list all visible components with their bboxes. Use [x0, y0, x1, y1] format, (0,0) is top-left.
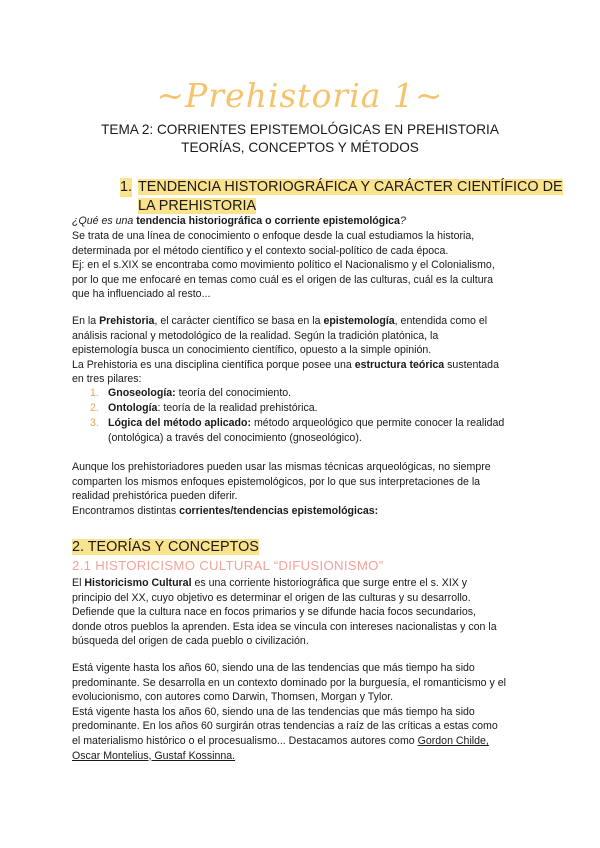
paragraph-line: búsqueda del origen de cada pueblo o civilización.: [72, 635, 309, 648]
paragraph-line: en tres pilares:: [72, 373, 142, 386]
bold-term: Prehistoria: [99, 315, 155, 327]
paragraph-approaches: [72, 460, 532, 518]
paragraph-line: determinada por el método científico y el contexto social-político de cada época.: [72, 244, 449, 257]
list-item: [90, 401, 530, 416]
text-run: , entendida como el: [394, 315, 488, 327]
paragraph-line: principio del XX, cuyo objetivo es determinar el origen de las culturas y su desarrollo.: [72, 591, 471, 604]
text-run: (ontológica) a través del conocimiento (gnoseológico).: [108, 432, 362, 444]
bold-term: Gnoseología:: [108, 387, 176, 399]
paragraph-line: Está vigente hasta los años 60, siendo una de las tendencias que más tiempo ha sido: [72, 662, 475, 674]
paragraph-line: Ej: en el s.XIX se encontraba como movimiento político el Nacionalismo y el Colonialismo,: [72, 259, 495, 272]
question-line: [72, 214, 532, 229]
paragraph-line: Defiende que la cultura nace en focos primarios y se difunde hacia focos secundarios,: [72, 606, 476, 619]
paragraph-validity: [72, 661, 532, 763]
pillars-list: [90, 386, 530, 446]
section-2-heading-text: 2. TEORÍAS Y CONCEPTOS: [72, 539, 259, 555]
text-run: método arqueológico que permite conocer la realidad: [251, 417, 505, 429]
bold-term: corrientes/tendencias epistemológicas:: [179, 504, 379, 517]
paragraph-line: evolucionismo, con autores como Darwin, Thomsen, Morgan y Tylor.: [72, 691, 394, 704]
section-2-1-heading: 2.1 HISTORICISMO CULTURAL “DIFUSIONISMO”: [72, 558, 384, 573]
section-2-heading: [72, 538, 259, 557]
section-1-heading-line2: LA PREHISTORIA: [138, 198, 257, 214]
text-run: sustentada: [444, 358, 499, 371]
text-run: es una corriente historiográfica que surge entre el s. XIX y: [191, 577, 468, 589]
section-1-number: 1.: [120, 179, 133, 195]
text-run: El: [72, 577, 85, 589]
list-number: 3.: [90, 417, 99, 429]
text-run: Encontramos distintas: [72, 504, 180, 517]
bold-term: epistemología: [323, 315, 395, 327]
paragraph-line: Está vigente hasta los años 60, siendo una de las tendencias que más tiempo ha sido: [72, 705, 475, 718]
author-link: Oscar Montelius, Gustaf Kossinna.: [72, 749, 236, 762]
text-run: teoría del conocimiento.: [175, 387, 292, 399]
list-number: 1.: [90, 387, 99, 399]
question-suffix: ?: [399, 215, 406, 227]
paragraph-line: realidad prehistórica pueden diferir.: [72, 490, 238, 503]
section-1-heading-line1: TENDENCIA HISTORIOGRÁFICA Y CARÁCTER CIENTÍFICO DE: [138, 179, 563, 195]
paragraph-line: predominante. En los años 60 surgirán otras tendencias a raíz de las críticas a estas como: [72, 720, 498, 733]
paragraph-line: que ha influenciado al resto...: [72, 288, 211, 301]
text-run: , el carácter científico se basa en la: [154, 315, 324, 327]
list-item: [90, 416, 530, 446]
paragraph-line: predominante. Se desarrolla en un contexto dominado por la burguesía, el romanticismo y el: [72, 676, 507, 689]
bold-term: estructura teórica: [354, 358, 445, 371]
paragraph-line: análisis racional y metodológico de la realidad. Según la tradición platónica, la: [72, 329, 439, 342]
paragraph-definition: [72, 229, 532, 302]
text-run: el materialismo histórico o el procesualismo... Destacamos autores como: [72, 734, 418, 747]
paragraph-line: por lo que me enfocaré en temas como cuál es el origen de las culturas, cuál es la cultura: [72, 273, 494, 286]
paragraph-historicism: [72, 576, 532, 649]
paragraph-line: donde otros pueblos la aprenden. Esta idea se vincula con intereses nacionalistas y con la: [72, 620, 497, 633]
paragraph-epistemology: [72, 314, 532, 387]
paragraph-line: Se trata de una línea de conocimiento o enfoque desde la cual estudiamos la historia,: [72, 230, 475, 242]
list-item: [90, 386, 530, 401]
bold-term: Historicismo Cultural: [84, 577, 192, 589]
paragraph-line: comparten los mismos enfoques epistemológicos, por lo que sus interpretaciones de la: [72, 475, 481, 488]
paragraph-line: epistemología busca un conocimiento científico, opuesto a la simple opinión.: [72, 344, 432, 357]
text-run: En la: [72, 315, 100, 327]
text-run: La Prehistoria es una disciplina científica porque posee una: [72, 358, 355, 371]
bold-term: Ontología: [108, 402, 158, 414]
topic-subtitle: TEORÍAS, CONCEPTOS Y MÉTODOS: [181, 140, 419, 155]
question-bold: tendencia historiográfica o corriente epistemológica: [136, 215, 400, 227]
paragraph-line: Aunque los prehistoriadores pueden usar las mismas técnicas arqueológicas, no siempre: [72, 461, 491, 473]
bold-term: Lógica del método aplicado:: [108, 417, 252, 429]
topic-title: TEMA 2: CORRIENTES EPISTEMOLÓGICAS EN PREHISTORIA: [101, 122, 499, 137]
text-run: : teoría de la realidad prehistórica.: [157, 402, 318, 414]
page-title: ~Prehistoria 1~: [156, 76, 444, 115]
author-link: Gordon Childe,: [417, 734, 489, 747]
list-number: 2.: [90, 402, 99, 414]
question-prefix: ¿Qué es una: [72, 215, 137, 227]
